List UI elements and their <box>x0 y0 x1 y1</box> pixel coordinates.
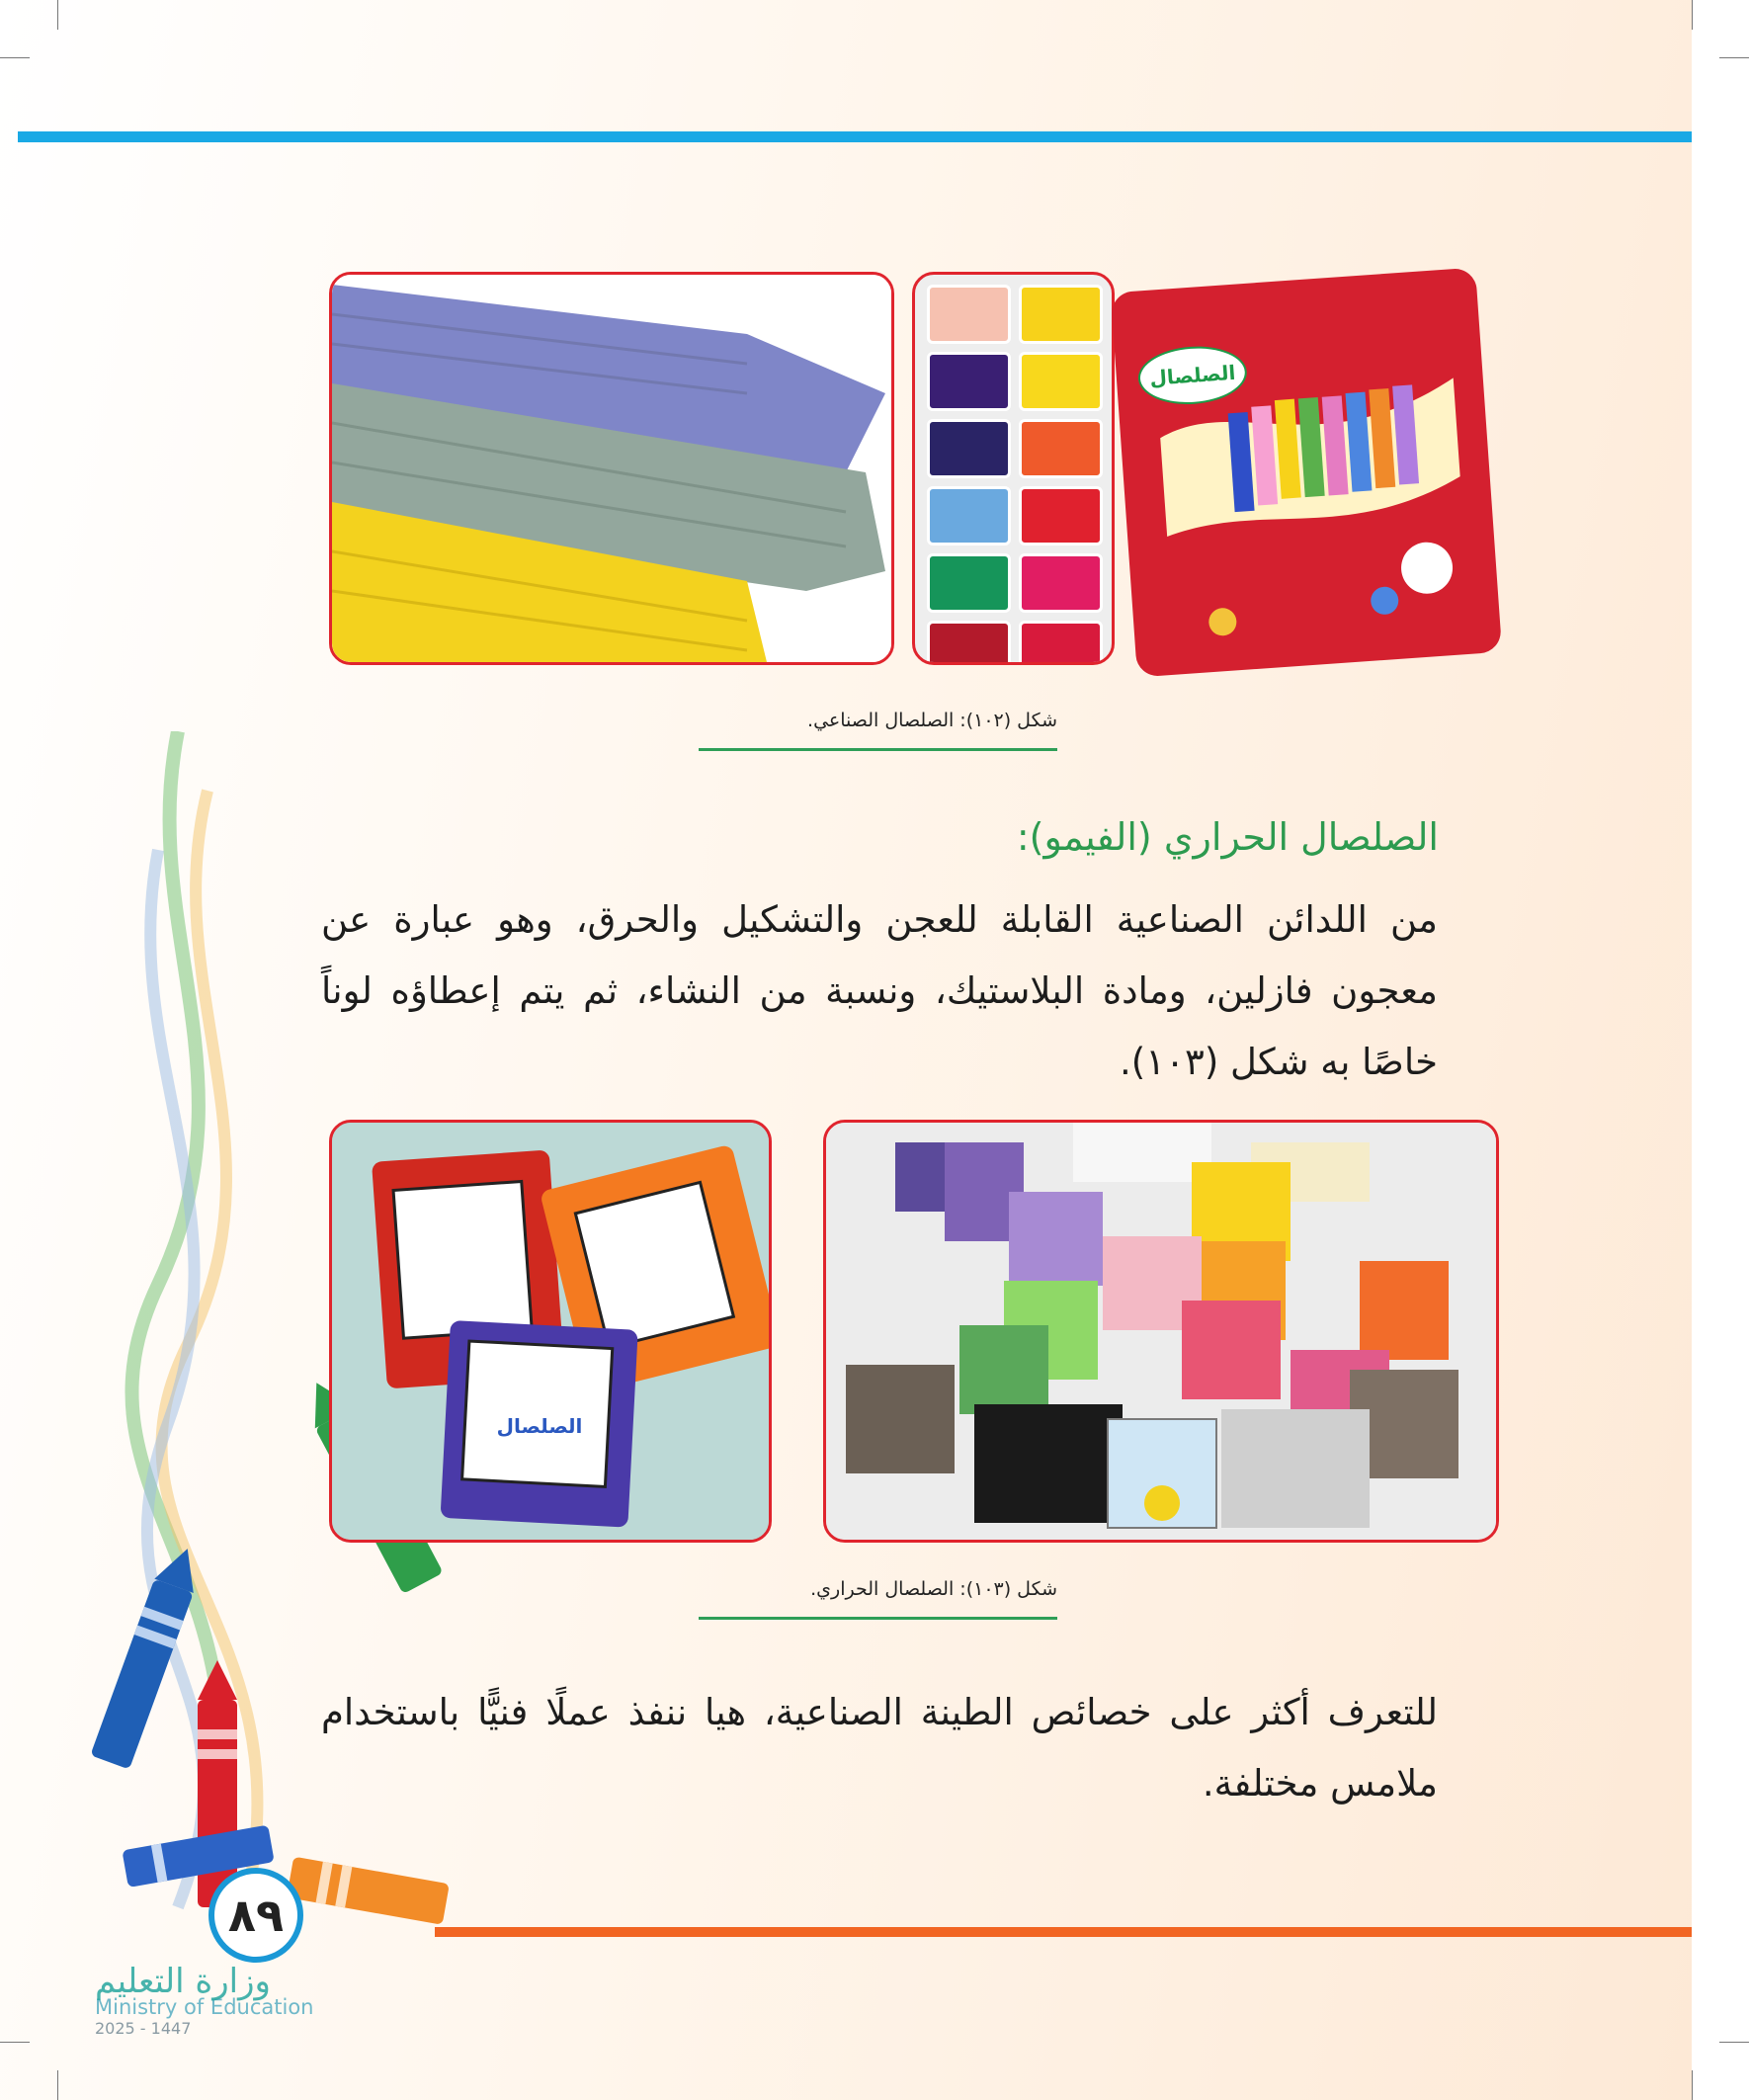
page-number: ٨٩ <box>208 1868 303 1963</box>
clay-color-swatch <box>1019 419 1103 478</box>
clay-color-swatch <box>1019 486 1103 546</box>
crop-mark <box>0 57 30 58</box>
crop-mark <box>57 2070 58 2100</box>
clay-packs-photo <box>329 1120 772 1543</box>
clay-color-swatch <box>927 553 1011 613</box>
clay-color-swatch <box>927 486 1011 546</box>
page-margin <box>1692 0 1749 2100</box>
crop-mark <box>1692 2070 1693 2100</box>
clay-box-photo <box>1111 268 1502 678</box>
edition-year: 2025 - 1447 <box>95 2019 192 2038</box>
figure-102-caption-underline <box>699 748 1057 751</box>
ministry-name-english: Ministry of Education <box>95 1995 314 2019</box>
crop-mark <box>1692 0 1693 30</box>
bottom-accent-bar <box>435 1927 1692 1937</box>
clay-color-tray-photo <box>912 272 1115 665</box>
section-body: من اللدائن الصناعية القابلة للعجن والتشكيل والحرق، وهو عبارة عن معجون فازلين، ومادة البلاستيك، ونسبة من النشاء، ثم يتم إعطاؤه لوناً خاصًا به شكل (١٠٣). <box>321 898 1438 1083</box>
section-heading: الصلصال الحراري (الفيمو): <box>1016 815 1439 859</box>
clay-color-swatch <box>1019 553 1103 613</box>
crop-mark <box>57 0 58 30</box>
thermal-clay-blocks-photo <box>823 1120 1499 1543</box>
ministry-name-arabic: وزارة التعليم <box>95 1962 271 2001</box>
clay-color-swatch <box>927 285 1011 344</box>
clay-color-swatch <box>1019 621 1103 665</box>
crop-mark <box>1719 2042 1749 2043</box>
clay-color-swatch <box>1019 285 1103 344</box>
closing-paragraph: للتعرف أكثر على خصائص الطينة الصناعية، هيا ننفذ عملًا فنيًّا باستخدام ملامس مختلفة. <box>321 1691 1438 1805</box>
figure-103-caption-underline <box>699 1617 1057 1620</box>
clay-box-label: الصلصال <box>1136 343 1249 408</box>
clay-color-swatch <box>927 621 1011 665</box>
clay-pack-label: الصلصال <box>490 1409 589 1443</box>
crop-mark <box>1719 57 1749 58</box>
figure-103-caption: شكل (١٠٣): الصلصال الحراري. <box>810 1578 1057 1600</box>
clay-color-swatch <box>1019 352 1103 411</box>
crop-mark <box>0 2042 30 2043</box>
clay-color-swatch <box>927 352 1011 411</box>
clay-sticks-photo <box>329 272 894 665</box>
figure-102-caption: شكل (١٠٢): الصلصال الصناعي. <box>807 710 1057 731</box>
clay-color-swatch <box>927 419 1011 478</box>
ministry-logo <box>95 1962 322 2038</box>
top-accent-bar <box>18 131 1692 142</box>
